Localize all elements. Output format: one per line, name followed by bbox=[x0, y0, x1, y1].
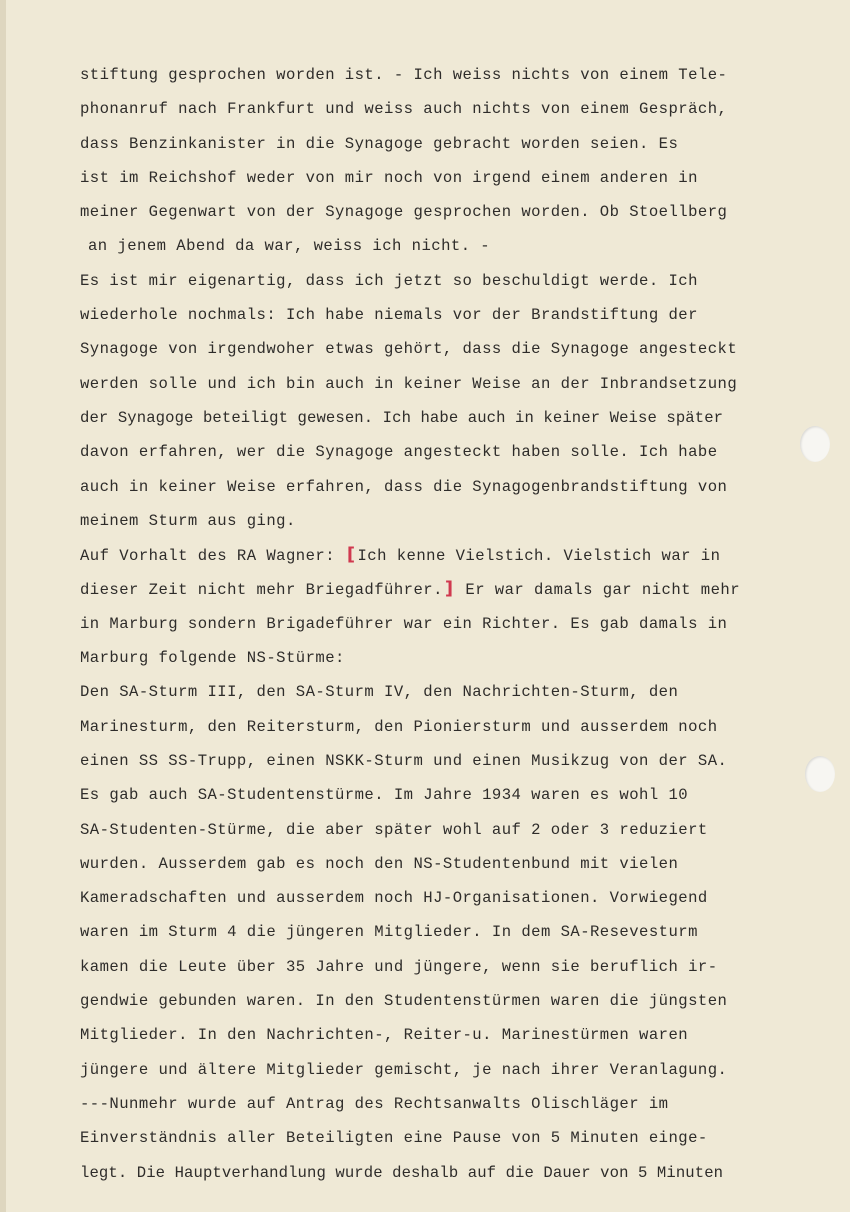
text-line-32: Einverständnis aller Beteiligten eine Pause von 5 Minuten einge- bbox=[80, 1129, 708, 1148]
text-line-15 bbox=[80, 538, 820, 572]
text-line-20: Marinesturm, den Reitersturm, den Pioniersturm und ausserdem noch bbox=[80, 717, 718, 736]
text-line-6: an jenem Abend da war, weiss ich nicht. - bbox=[88, 237, 491, 256]
line-16-end: Er war damals gar nicht mehr bbox=[455, 581, 741, 600]
text-line-25: Kameradschaften und ausserdem noch HJ-Organisationen. Vorwiegend bbox=[80, 889, 708, 908]
text-line-9: Synagoge von irgendwoher etwas gehört, dass die Synagoge angesteckt bbox=[80, 340, 738, 359]
punch-hole-top bbox=[800, 426, 830, 462]
text-line-26: waren im Sturm 4 die jüngeren Mitglieder. In dem SA-Resevesturm bbox=[80, 923, 698, 942]
text-line-5: meiner Gegenwart von der Synagoge gesprochen worden. Ob Stoellberg bbox=[80, 203, 728, 222]
text-line-24: wurden. Ausserdem gab es noch den NS-Studentenbund mit vielen bbox=[80, 854, 679, 873]
text-line-14: meinem Sturm aus ging. bbox=[80, 511, 296, 530]
text-line-27: kamen die Leute über 35 Jahre und jüngere, wenn sie beruflich ir- bbox=[80, 957, 718, 976]
punch-hole-bottom bbox=[805, 756, 835, 792]
paper-edge bbox=[0, 0, 6, 1212]
line-15-end: Ich kenne Vielstich. Vielstich war in bbox=[357, 547, 721, 566]
text-line-10: werden solle und ich bin auch in keiner Weise an der Inbrandsetzung bbox=[80, 374, 738, 393]
text-body bbox=[80, 58, 820, 1190]
text-line-17: in Marburg sondern Brigadeführer war ein Richter. Es gab damals in bbox=[80, 614, 728, 633]
text-line-1: stiftung gesprochen worden ist. - Ich weiss nichts von einem Tele- bbox=[80, 66, 728, 84]
text-line-28: gendwie gebunden waren. In den Studentenstürmen waren die jüngsten bbox=[80, 992, 728, 1011]
line-15-start: Auf Vorhalt des RA Wagner: bbox=[80, 547, 345, 566]
text-line-33: legt. Die Hauptverhandlung wurde deshalb auf die Dauer von 5 Minuten bbox=[80, 1163, 724, 1182]
text-line-2: phonanruf nach Frankfurt und weiss auch nichts von einem Gespräch, bbox=[80, 100, 728, 119]
text-line-12: davon erfahren, wer die Synagoge angesteckt haben solle. Ich habe bbox=[80, 443, 718, 462]
text-line-13: auch in keiner Weise erfahren, dass die Synagogenbrandstiftung von bbox=[80, 477, 728, 496]
open-bracket-mark: [ bbox=[346, 544, 356, 566]
line-16-start: dieser Zeit nicht mehr Briegadführer. bbox=[80, 581, 443, 600]
text-line-11: der Synagoge beteiligt gewesen. Ich habe auch in keiner Weise später bbox=[80, 408, 724, 427]
text-line-18: Marburg folgende NS-Stürme: bbox=[80, 649, 345, 668]
text-line-23: SA-Studenten-Stürme, die aber später wohl auf 2 oder 3 reduziert bbox=[80, 820, 708, 839]
text-line-22: Es gab auch SA-Studentenstürme. Im Jahre 1934 waren es wohl 10 bbox=[80, 786, 689, 805]
close-bracket-mark: ] bbox=[444, 578, 454, 600]
text-line-3: dass Benzinkanister in die Synagoge gebracht worden seien. Es bbox=[80, 134, 679, 153]
text-line-30: jüngere und ältere Mitglieder gemischt, je nach ihrer Veranlagung. bbox=[80, 1060, 728, 1079]
text-line-16 bbox=[80, 572, 820, 606]
text-line-31: ---Nunmehr wurde auf Antrag des Rechtsanwalts Olischläger im bbox=[80, 1094, 669, 1113]
text-line-29: Mitglieder. In den Nachrichten-, Reiter-u. Marinestürmen waren bbox=[80, 1026, 689, 1045]
text-line-4: ist im Reichshof weder von mir noch von irgend einem anderen in bbox=[80, 168, 698, 187]
text-line-21: einen SS SS-Trupp, einen NSKK-Sturm und einen Musikzug von der SA. bbox=[80, 751, 728, 770]
text-line-19: Den SA-Sturm III, den SA-Sturm IV, den Nachrichten-Sturm, den bbox=[80, 683, 679, 702]
text-line-8: wiederhole nochmals: Ich habe niemals vor der Brandstiftung der bbox=[80, 306, 698, 325]
text-line-7: Es ist mir eigenartig, dass ich jetzt so beschuldigt werde. Ich bbox=[80, 271, 698, 290]
